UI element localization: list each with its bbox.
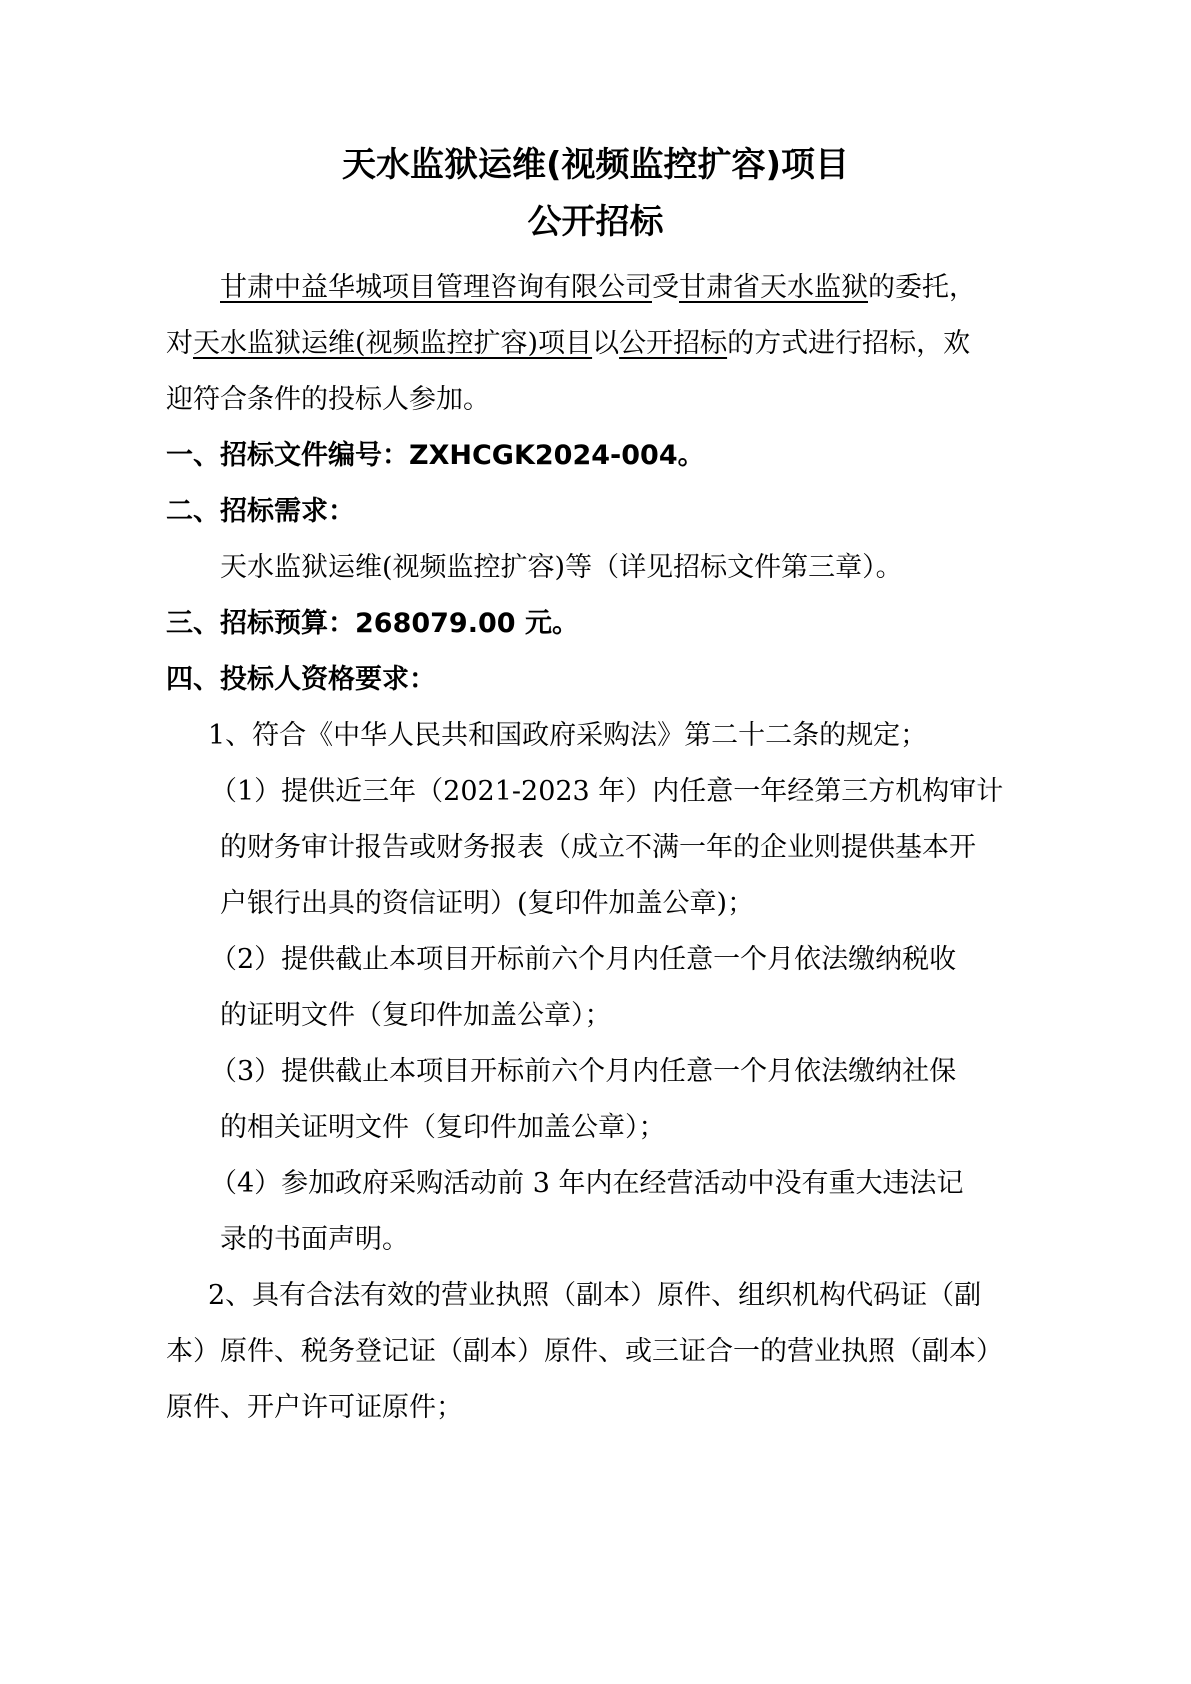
procurement-method: 公开招标 [619, 328, 728, 359]
intro-text: 的方式进行招标，欢 [727, 328, 971, 359]
requirement-1-4-line-2: 录的书面声明。 [220, 1224, 409, 1255]
intro-line-3: 迎符合条件的投标人参加。 [166, 384, 490, 415]
requirement-1-2-line-1: （2）提供截止本项目开标前六个月内任意一个月依法缴纳税收 [210, 944, 957, 975]
requirement-1: 1、符合《中华人民共和国政府采购法》第二十二条的规定； [208, 720, 928, 751]
intro-text: 以 [592, 328, 620, 359]
section-requirements-body: 天水监狱运维(视频监控扩容)等（详见招标文件第三章）。 [220, 552, 903, 583]
project-name: 天水监狱运维(视频监控扩容)项目 [193, 328, 593, 359]
agency-name: 甘肃中益华城项目管理咨询有限公司 [220, 272, 652, 303]
section-requirements-heading: 二、招标需求： [166, 496, 355, 527]
requirement-1-1-line-2: 的财务审计报告或财务报表（成立不满一年的企业则提供基本开 [220, 832, 976, 863]
document-subtitle: 公开招标 [527, 202, 664, 242]
requirement-1-1-line-1: （1）提供近三年（2021-2023 年）内任意一年经第三方机构审计 [210, 776, 1004, 807]
intro-line-2 [166, 324, 970, 364]
client-name: 甘肃省天水监狱 [679, 272, 868, 303]
requirement-2-line-2: 本）原件、税务登记证（副本）原件、或三证合一的营业执照（副本） [166, 1336, 1003, 1367]
section-qualifications-heading: 四、投标人资格要求： [166, 664, 436, 695]
requirement-1-4-line-1: （4）参加政府采购活动前 3 年内在经营活动中没有重大违法记 [210, 1168, 964, 1199]
requirement-1-1-line-3: 户银行出具的资信证明）(复印件加盖公章)； [220, 888, 755, 919]
requirement-2-line-3: 原件、开户许可证原件； [166, 1392, 463, 1423]
requirement-2-line-1: 2、具有合法有效的营业执照（副本）原件、组织机构代码证（副 [208, 1280, 982, 1311]
intro-text: 对 [166, 328, 193, 359]
requirement-1-3-line-1: （3）提供截止本项目开标前六个月内任意一个月依法缴纳社保 [210, 1056, 957, 1087]
intro-text: 的委托， [868, 272, 976, 303]
requirement-1-3-line-2: 的相关证明文件（复印件加盖公章）； [220, 1112, 666, 1143]
section-budget: 三、招标预算：268079.00 元。 [166, 608, 579, 639]
requirement-1-2-line-2: 的证明文件（复印件加盖公章）； [220, 1000, 612, 1031]
intro-text: 受 [652, 272, 679, 303]
document-title: 天水监狱运维(视频监控扩容)项目 [341, 145, 850, 185]
intro-line-1 [220, 268, 976, 308]
section-tender-number: 一、招标文件编号：ZXHCGK2024-004。 [166, 440, 705, 471]
